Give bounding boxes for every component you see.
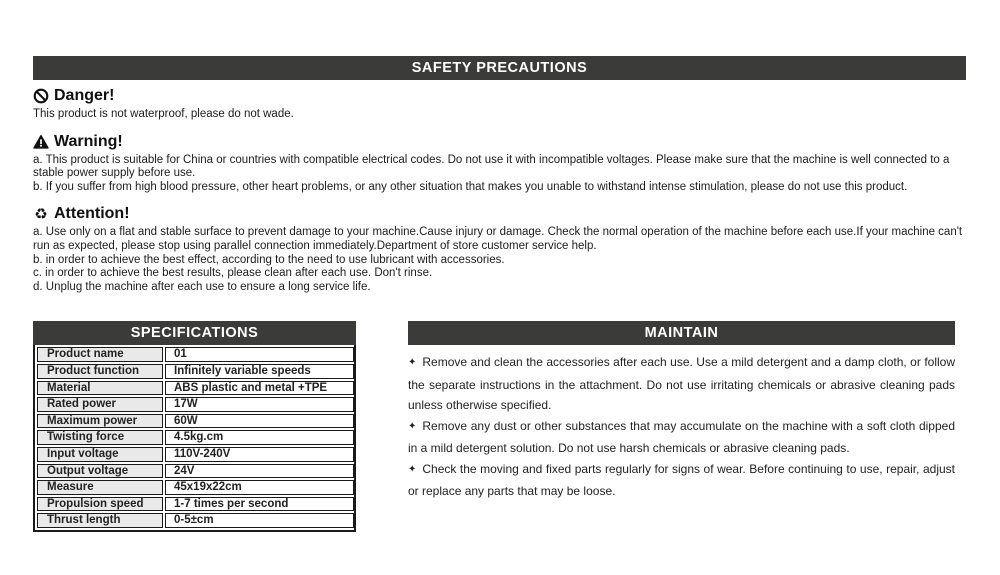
bottom-panels xyxy=(33,321,966,532)
warning-triangle-icon xyxy=(33,134,49,150)
attention-text-a: a. Use only on a flat and stable surface to prevent damage to your machine.Cause injury or damage. Check the normal operation of the machine before each use.If your machine can't run as expected, please stop using parallel connection immediately.Department of store customer service help. xyxy=(33,226,963,252)
spec-label-cell: Rated power xyxy=(37,397,163,412)
spec-value-cell: 45x19x22cm xyxy=(165,480,354,495)
spec-label-cell: Input voltage xyxy=(37,447,163,462)
spec-label-cell: Material xyxy=(37,381,163,396)
spec-value-cell: 4.5kg.cm xyxy=(165,430,354,445)
spec-value-cell: 1-7 times per second xyxy=(165,497,354,512)
warning-heading xyxy=(33,133,966,151)
spec-label-cell: Thrust length xyxy=(37,513,163,528)
spec-label-cell: Maximum power xyxy=(37,414,163,429)
maintain-item xyxy=(408,352,955,416)
maintain-item xyxy=(408,459,955,502)
attention-heading xyxy=(33,205,966,223)
spec-value-cell: ABS plastic and metal +TPE xyxy=(165,381,354,396)
spec-value-cell: 01 xyxy=(165,347,354,362)
warning-text-a: a. This product is suitable for China or countries with compatible electrical codes. Do not use it with incompatible voltages. Please make sure that the machine is well connected to a stable power supply before use. xyxy=(33,153,950,180)
specifications-header xyxy=(33,321,356,345)
spec-label-cell: Propulsion speed xyxy=(37,497,163,512)
attention-text-b: b. in order to achieve the best effect, according to the need to use lubricant with accessories. xyxy=(33,253,505,266)
warning-section xyxy=(33,133,966,195)
spec-label-cell: Product function xyxy=(37,364,163,379)
maintain-item-text: Check the moving and fixed parts regularly for signs of wear. Before continuing to use, repair, adjust or replace any parts that may be loose. xyxy=(408,461,955,499)
attention-heading-label: Attention! xyxy=(54,205,130,223)
danger-section xyxy=(33,87,966,122)
specifications-table xyxy=(33,345,356,532)
maintain-item-text: Remove and clean the accessories after each use. Use a mild detergent and a damp cloth, or follow the separate instructions in the attachment. Do not use irritating chemicals or abrasive cleaning pads unless otherwise specified. xyxy=(408,355,955,413)
safety-precautions-header xyxy=(33,56,966,80)
spec-value-cell: 17W xyxy=(165,397,354,412)
attention-section xyxy=(33,205,966,294)
diamond-bullet-icon: ✦ xyxy=(408,357,417,369)
no-entry-icon xyxy=(33,88,49,104)
danger-heading xyxy=(33,87,966,105)
attention-text-d: d. Unplug the machine after each use to ensure a long service life. xyxy=(33,280,371,293)
maintain-title: MAINTAIN xyxy=(644,325,719,342)
diamond-bullet-icon: ✦ xyxy=(408,463,417,475)
spec-label-cell: Measure xyxy=(37,480,163,495)
spec-value-cell: 0-5±cm xyxy=(165,513,354,528)
spec-value-cell: 24V xyxy=(165,464,354,479)
spec-value-cell: 110V-240V xyxy=(165,447,354,462)
danger-text: This product is not waterproof, please do not wade. xyxy=(33,108,294,120)
spec-label-cell: Product name xyxy=(37,347,163,362)
warning-heading-label: Warning! xyxy=(54,132,123,150)
attention-text-c: c. in order to achieve the best results, please clean after each use. Don't rinse. xyxy=(33,267,433,280)
safety-sections xyxy=(33,80,966,294)
warning-text-b: b. If you suffer from high blood pressure, other heart problems, or any other situation that makes you unable to withstand intense stimulation, please do not use this product. xyxy=(33,180,908,193)
spec-label-cell: Twisting force xyxy=(37,430,163,445)
danger-heading-label: Danger! xyxy=(54,87,115,104)
document-page xyxy=(33,56,966,532)
safety-precautions-title: SAFETY PRECAUTIONS xyxy=(411,60,588,76)
spec-value-cell: 60W xyxy=(165,414,354,429)
specifications-panel xyxy=(33,321,356,532)
maintain-panel xyxy=(408,321,955,532)
maintain-item xyxy=(408,416,955,459)
maintain-header xyxy=(408,321,955,345)
spec-value-cell: Infinitely variable speeds xyxy=(165,364,354,379)
recycle-icon: ♻︎ xyxy=(34,205,48,224)
maintain-list xyxy=(408,352,955,502)
diamond-bullet-icon: ✦ xyxy=(408,420,417,432)
spec-label-cell: Output voltage xyxy=(37,464,163,479)
maintain-item-text: Remove any dust or other substances that may accumulate on the machine with a soft cloth dipped in a mild detergent solution. Do not use harsh chemicals or abrasive cleaning pads. xyxy=(408,418,955,456)
specifications-title: SPECIFICATIONS xyxy=(130,325,259,342)
